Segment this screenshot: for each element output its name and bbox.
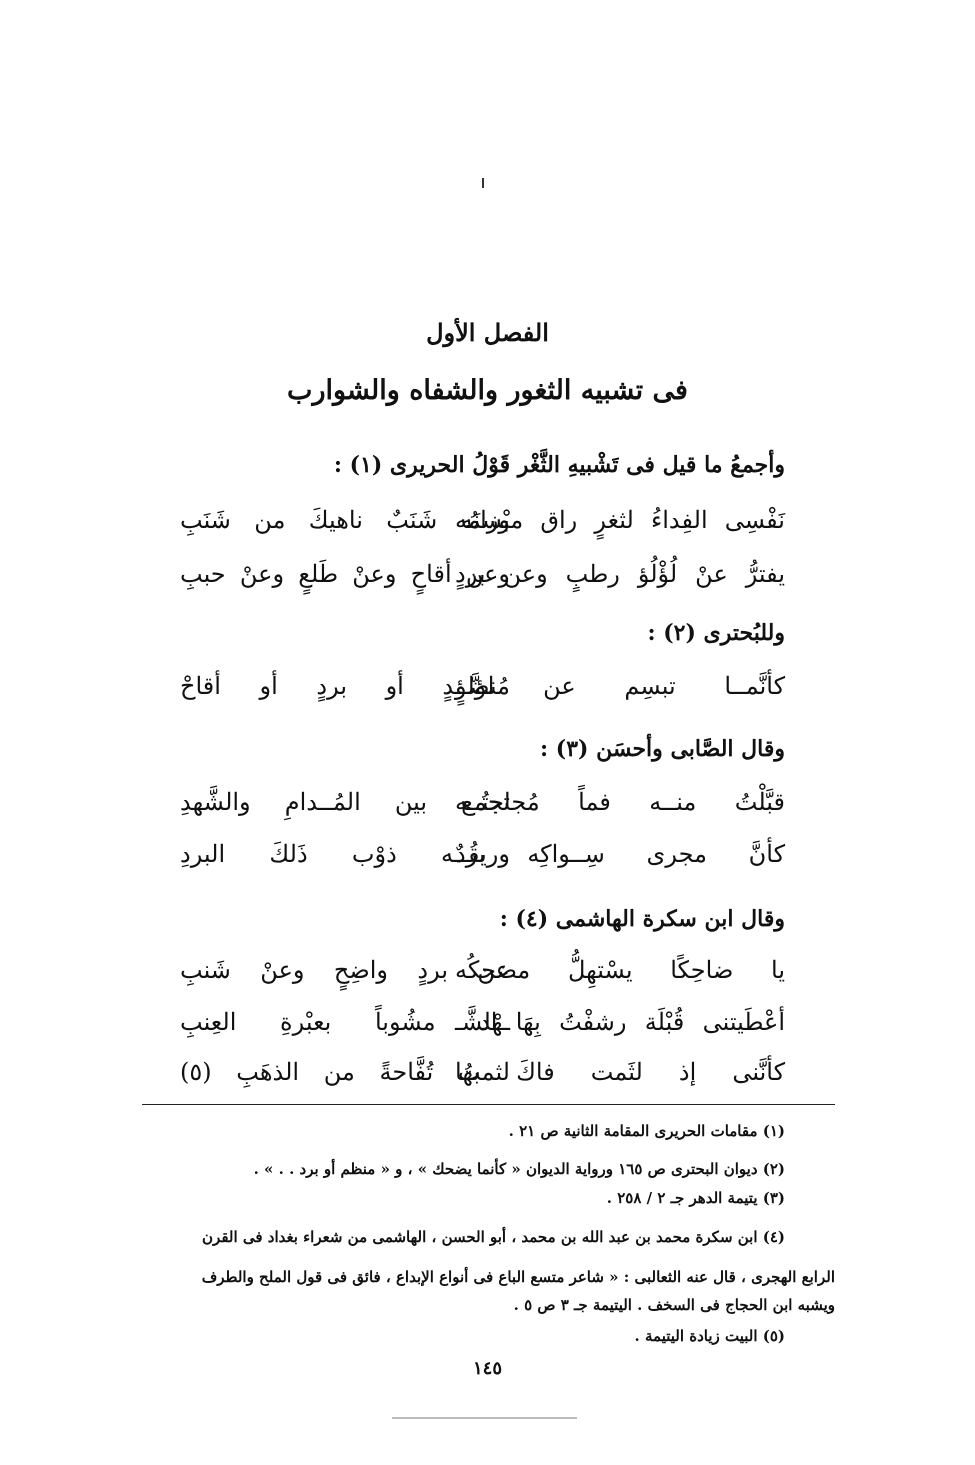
verse-line (180, 560, 785, 600)
footnote: (١) مقامات الحريرى المقامة الثانية ص ٢١ . (508, 1122, 785, 1140)
verse-first-hemistich: كأنَّنى إذ لثَمت فاكَ بها (455, 1058, 785, 1086)
verse-second-hemistich: وزانَه شَنَبٌ ناهيكَ من شَنَبِ (180, 506, 510, 534)
print-mark (482, 178, 484, 188)
footnote: (٤) ابن سكرة محمد بن عبد الله بن محمد ، أبو الحسن ، الهاشمى من شعراء بغداد فى القرن (202, 1228, 785, 1246)
footnote-divider (142, 1104, 835, 1105)
verse-line (180, 956, 785, 996)
intro-line: وقال الصَّابى وأحسَن (٣) : (539, 736, 785, 762)
page-number: ١٤٥ (472, 1358, 502, 1379)
verse-first-hemistich: أعْطَيتنى قُبْلَة رشفْتُ بِهَا الشَّـ (455, 1008, 785, 1036)
verse-line (180, 672, 785, 712)
scan-edge-mark (392, 1417, 577, 1419)
intro-line: وقال ابن سكرة الهاشمى (٤) : (499, 906, 785, 932)
chapter-title: الفصل الأول (426, 318, 549, 347)
verse-second-hemistich: وعن أقاحٍ وعنْ طَلعٍ وعنْ حببِ (180, 560, 510, 588)
verse-second-hemistich: تجمع بين المُــدامِ والشَّهدِ (180, 788, 510, 816)
verse-first-hemistich: يفترُّ عنْ لُؤْلُؤ رطبٍ وعن بردٍ (455, 560, 785, 588)
verse-second-hemistich: لثمتُ تُفَّاحةً من الذهَبِ (٥) (180, 1058, 510, 1086)
footnote: (٥) البيت زيادة اليتيمة . (634, 1327, 785, 1345)
footnote-continuation: ويشبه ابن الحجاج فى السخف . اليتيمة جـ ٣ ص ٥ . (513, 1296, 835, 1314)
verse-second-hemistich: وريقُــه ذوْب ذَلكَ البردِ (180, 840, 510, 868)
intro-line: وأجمعُ ما قيل فى تَشْبيهِ الثَّغْر قَوْلُ الحريرى (١) : (333, 452, 785, 478)
footnote-continuation: الرابع الهجرى ، قال عنه الثعالبى : « شاعر متسع الباع فى أنواع الإبداع ، فائق فى قول الملح والطرف (201, 1268, 835, 1286)
verse-line (180, 840, 785, 880)
verse-first-hemistich: كأنَّ مجرى سِــواكِه بردٌ (455, 840, 785, 868)
section-title: فى تشبيه الثغور والشفاه والشوارب (287, 375, 688, 406)
verse-second-hemistich: ـهْد مشُوباً بعبْرةِ العِنبِ (180, 1008, 510, 1036)
verse-second-hemistich: عن بردٍ واضِحٍ وعنْ شَنبِ (180, 956, 510, 984)
verse-line (180, 788, 785, 828)
verse-line (180, 1008, 785, 1048)
verse-first-hemistich: كأنَّمــا تبسِم عن لؤلؤٍ (455, 672, 785, 700)
footnote: (٢) ديوان البحترى ص ١٦٥ ورواية الديوان « كأنما يضحك » ، و « منظم أو برد . . » . (253, 1160, 785, 1178)
verse-first-hemistich: قبَّلْتُ منــه فماً مُجاجتُــه (455, 788, 785, 816)
verse-line (180, 1058, 785, 1098)
verse-line (180, 506, 785, 546)
footnote: (٣) يتيمة الدهر جـ ٢ / ٢٥٨ . (606, 1189, 785, 1207)
verse-second-hemistich: مُنضَّــدٍ أو بردٍ أو أقاحْ (180, 672, 510, 700)
intro-line: وللبُحترى (٢) : (647, 620, 785, 646)
verse-first-hemistich: نَفْسِى الفِداءُ لثغرٍ راق مبْسمُه (455, 506, 785, 534)
verse-first-hemistich: يا ضاحِكًا يسْتهِلُّ مضحكُه (455, 956, 785, 984)
